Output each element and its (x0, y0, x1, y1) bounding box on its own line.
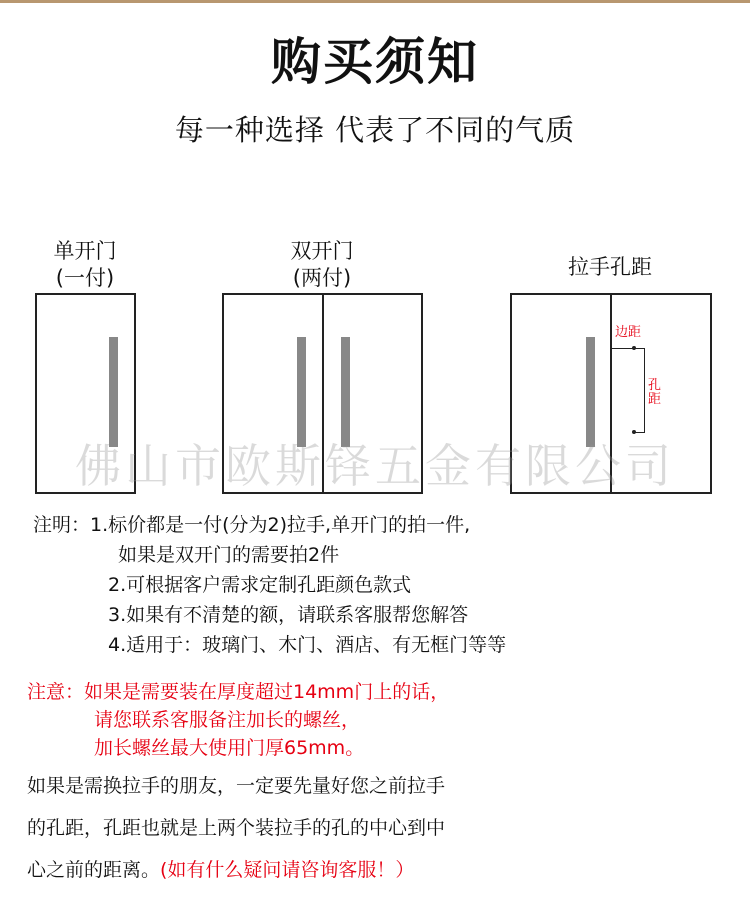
edge-distance-label: 边距 (615, 325, 642, 340)
warning-line-3: 加长螺丝最大使用门厚65mm。 (94, 737, 365, 759)
warning-line-2: 请您联系客服备注加长的螺丝， (94, 709, 361, 731)
measurement-line-2: 的孔距，孔距也就是上两个装拉手的孔的中心到中 (27, 817, 446, 839)
edge-distance-line (612, 348, 634, 349)
hole-distance-line (644, 348, 645, 432)
notes-block (33, 510, 506, 660)
contact-service-note: (如有什么疑问请咨询客服！） (160, 859, 415, 881)
note-4: 4.适用于：玻璃门、木门、酒店、有无框门等等 (108, 634, 507, 656)
note-1-continued: 如果是双开门的需要拍2件 (118, 544, 340, 566)
watermark: 佛山市欧斯铎五金有限公司 (75, 439, 675, 493)
measurement-line-1: 如果是需换拉手的朋友，一定要先量好您之前拉手 (27, 775, 446, 797)
note-3: 3.如果有不清楚的额，请联系客服帮您解答 (108, 604, 469, 626)
single-door-label-line2: (一付) (55, 266, 115, 290)
measurement-line-3: 心之前的距离。 (27, 859, 161, 881)
warning-block (27, 678, 449, 762)
double-door-label (222, 238, 422, 292)
single-door-label (35, 238, 135, 292)
hole-distance-label-2: 距 (648, 392, 662, 407)
single-door-label-line1: 单开门 (53, 239, 117, 263)
notes-prefix: 注明： (33, 514, 91, 536)
measurement-note (27, 765, 445, 891)
hole-distance-label-1: 孔 (648, 378, 662, 393)
double-door-label-line1: 双开门 (290, 239, 354, 263)
double-door-label-line2: (两付) (292, 266, 352, 290)
accent-bar (0, 0, 750, 3)
note-1: 1.标价都是一付(分为2)拉手,单开门的拍一件, (90, 514, 471, 536)
spacing-label: 拉手孔距 (568, 255, 652, 279)
page-subtitle: 每一种选择 代表了不同的气质 (174, 113, 576, 147)
page-title: 购买须知 (271, 33, 479, 91)
warning-line-1: 注意：如果是需要装在厚度超过14mm门上的话， (27, 681, 450, 703)
dimension-tick-top (634, 348, 644, 349)
note-2: 2.可根据客户需求定制孔距颜色款式 (108, 574, 412, 596)
